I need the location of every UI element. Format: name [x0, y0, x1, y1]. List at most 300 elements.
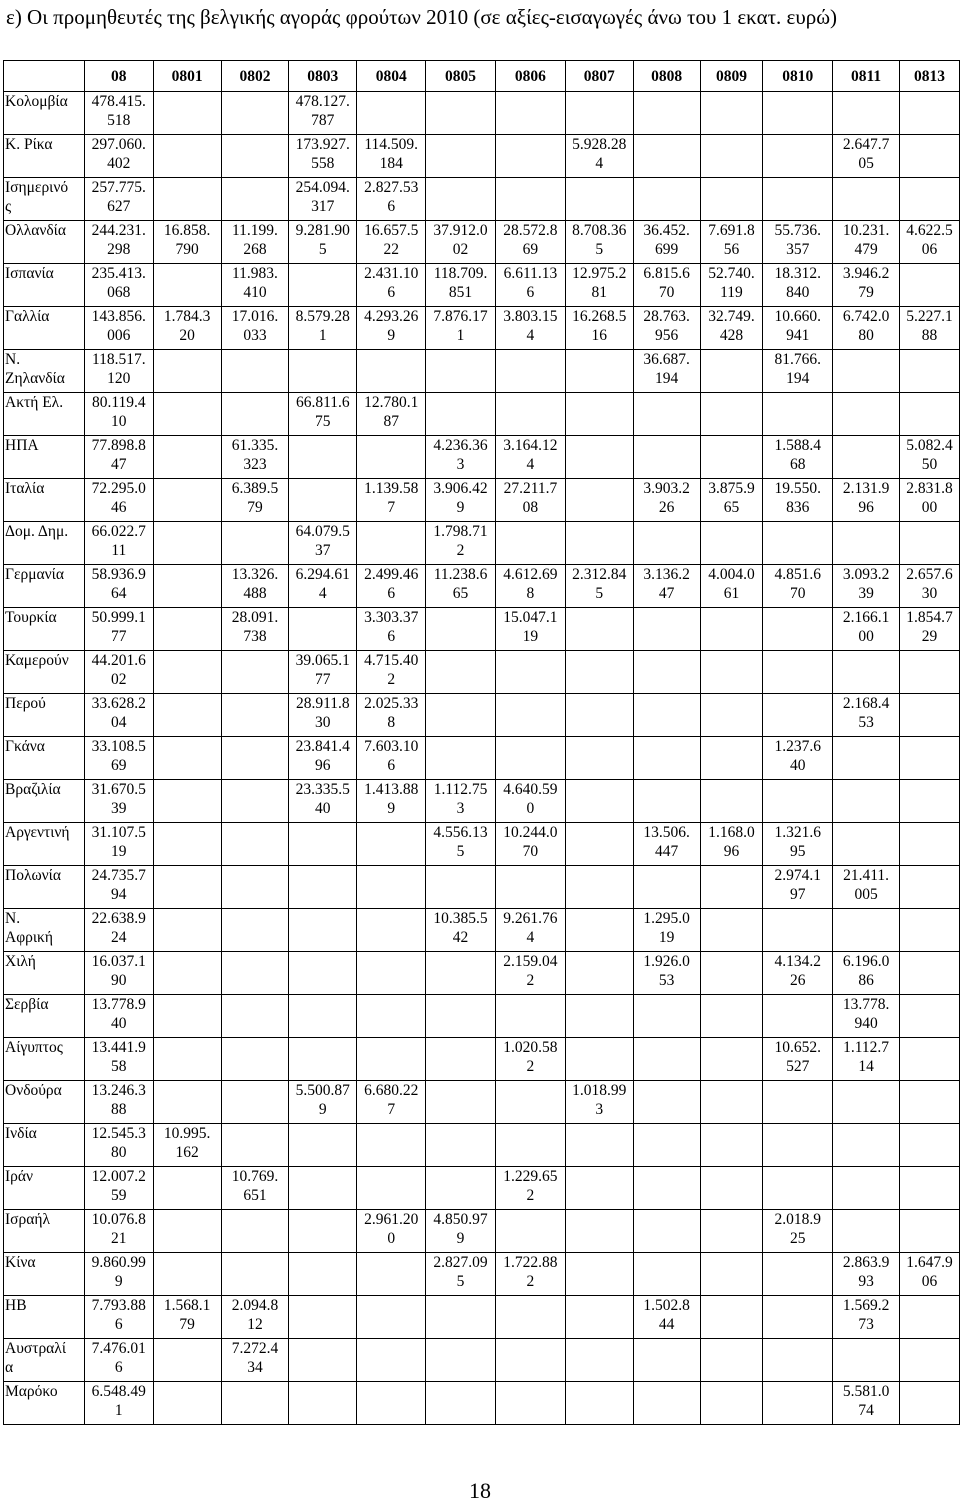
value-line: 1.722.88 — [503, 1254, 558, 1271]
value-cell — [763, 393, 833, 436]
value-cell — [763, 221, 833, 264]
value-cell — [900, 264, 960, 307]
value-line: 2.831.8 — [906, 480, 953, 497]
country-name-line: Ινδία — [5, 1125, 37, 1142]
value-cell — [900, 1382, 960, 1425]
table-row — [4, 178, 960, 221]
value-line: 6 — [387, 284, 396, 301]
value-cell — [633, 479, 700, 522]
country-cell — [4, 522, 85, 565]
value-line: 15.047.1 — [503, 609, 558, 626]
value-cell — [289, 780, 357, 823]
country-cell — [4, 952, 85, 995]
country-name-line: Αφρική — [5, 929, 53, 946]
header-code: 0813 — [900, 61, 960, 92]
value-line: 24 — [111, 929, 127, 946]
value-cell — [289, 1210, 357, 1253]
value-line: 65 — [452, 585, 469, 602]
value-cell — [495, 522, 565, 565]
value-cell — [221, 737, 289, 780]
value-cell — [495, 178, 565, 221]
value-line: 2 — [526, 1058, 535, 1075]
value-line: 8.579.28 — [295, 308, 350, 325]
value-line: 5 — [595, 585, 604, 602]
value-line: 254.094. — [295, 179, 350, 196]
value-line: 2.827.53 — [364, 179, 419, 196]
value-line: 1.569.2 — [842, 1297, 890, 1314]
value-cell — [357, 1167, 426, 1210]
table-header-row — [4, 61, 960, 92]
value-line: 162 — [175, 1144, 199, 1161]
value-line: 068 — [107, 284, 131, 301]
value-cell — [426, 1253, 496, 1296]
header-code: 0803 — [289, 61, 357, 92]
value-line: 627 — [107, 198, 131, 215]
value-cell — [633, 1210, 700, 1253]
value-cell — [700, 1339, 763, 1382]
value-cell — [833, 694, 900, 737]
value-cell — [84, 565, 153, 608]
country-name-line: Ισπανία — [5, 265, 54, 282]
value-line: 7.272.4 — [231, 1340, 279, 1357]
country-cell — [4, 565, 85, 608]
value-line: 6 — [114, 1359, 123, 1376]
value-line: 30 — [315, 714, 331, 731]
value-line: 235.413. — [91, 265, 146, 282]
country-cell — [4, 1253, 85, 1296]
value-cell — [221, 264, 289, 307]
value-cell — [84, 1339, 153, 1382]
value-cell — [426, 866, 496, 909]
value-cell — [289, 92, 357, 135]
value-cell — [84, 436, 153, 479]
value-cell — [221, 221, 289, 264]
value-line: 956 — [655, 327, 679, 344]
value-line: 11.983. — [231, 265, 278, 282]
value-line: 651 — [243, 1187, 267, 1204]
value-line: 2.827.09 — [433, 1254, 488, 1271]
value-cell — [633, 565, 700, 608]
value-cell — [495, 350, 565, 393]
value-cell — [289, 1038, 357, 1081]
value-line: 119 — [720, 284, 743, 301]
value-cell — [565, 393, 633, 436]
value-cell — [495, 135, 565, 178]
value-cell — [357, 780, 426, 823]
value-cell — [84, 1296, 153, 1339]
value-cell — [833, 436, 900, 479]
value-line: 6.680.22 — [364, 1082, 419, 1099]
value-line: 22.638.9 — [91, 910, 146, 927]
country-name-line: Ισραήλ — [5, 1211, 50, 1228]
value-line: 12.545.3 — [91, 1125, 146, 1142]
value-cell — [84, 780, 153, 823]
country-name-line: ς — [5, 198, 12, 215]
value-line: 3.875.9 — [708, 480, 755, 497]
value-line: 143.856. — [91, 308, 146, 325]
value-line: 317 — [311, 198, 335, 215]
country-cell — [4, 1382, 85, 1425]
value-line: 10.076.8 — [91, 1211, 146, 1228]
value-line: 6.389.5 — [231, 480, 279, 497]
country-cell — [4, 92, 85, 135]
value-cell — [357, 1339, 426, 1382]
value-cell — [221, 92, 289, 135]
value-cell — [565, 1210, 633, 1253]
value-cell — [763, 737, 833, 780]
value-line: 6.742.0 — [842, 308, 890, 325]
value-line: 836 — [786, 499, 810, 516]
value-cell — [565, 1038, 633, 1081]
value-line: 30 — [921, 585, 938, 602]
value-line: 1.926.0 — [643, 953, 690, 970]
value-cell — [633, 1167, 700, 1210]
value-line: 02 — [452, 241, 469, 258]
value-line: 1.229.65 — [503, 1168, 558, 1185]
value-cell — [633, 1253, 700, 1296]
value-cell — [84, 651, 153, 694]
value-cell — [84, 522, 153, 565]
value-line: 118.709. — [433, 265, 488, 282]
value-line: 7 — [387, 1101, 396, 1118]
value-cell — [289, 1382, 357, 1425]
value-cell — [633, 178, 700, 221]
value-line: 297.060. — [91, 136, 146, 153]
country-cell — [4, 823, 85, 866]
value-line: 06 — [921, 241, 938, 258]
value-cell — [763, 350, 833, 393]
value-cell — [426, 350, 496, 393]
value-line: 70 — [790, 585, 806, 602]
country-cell — [4, 221, 85, 264]
value-cell — [289, 866, 357, 909]
value-cell — [833, 221, 900, 264]
header-code: 0808 — [633, 61, 700, 92]
value-cell — [833, 737, 900, 780]
value-cell — [426, 565, 496, 608]
value-line: 6 — [387, 757, 396, 774]
value-line: 9.860.99 — [91, 1254, 146, 1271]
value-line: 3.803.15 — [503, 308, 558, 325]
country-cell — [4, 1296, 85, 1339]
value-line: 1 — [456, 327, 465, 344]
value-line: 12.780.1 — [364, 394, 419, 411]
value-cell — [900, 1296, 960, 1339]
value-line: 447 — [655, 843, 679, 860]
value-cell — [289, 522, 357, 565]
value-line: 88 — [111, 1101, 127, 1118]
value-cell — [357, 1124, 426, 1167]
value-line: 65 — [723, 499, 740, 516]
value-line: 31.670.5 — [91, 781, 146, 798]
value-cell — [833, 1167, 900, 1210]
value-cell — [833, 823, 900, 866]
value-line: 184 — [379, 155, 403, 172]
value-cell — [84, 694, 153, 737]
value-cell — [84, 307, 153, 350]
value-line: 1.413.88 — [364, 781, 419, 798]
value-cell — [289, 1253, 357, 1296]
value-line: 478.127. — [295, 93, 350, 110]
value-line: 033 — [243, 327, 267, 344]
value-line: 81.766. — [774, 351, 822, 368]
value-cell — [221, 780, 289, 823]
value-cell — [833, 1081, 900, 1124]
value-line: 75 — [315, 413, 331, 430]
value-cell — [153, 608, 221, 651]
country-cell — [4, 393, 85, 436]
value-line: 5 — [318, 241, 327, 258]
table-row — [4, 780, 960, 823]
value-cell — [84, 178, 153, 221]
value-line: 4.850.97 — [433, 1211, 488, 1228]
value-cell — [565, 436, 633, 479]
value-cell — [426, 436, 496, 479]
value-line: 1.784.3 — [163, 308, 211, 325]
value-cell — [426, 393, 496, 436]
value-cell — [763, 307, 833, 350]
value-cell — [357, 479, 426, 522]
value-line: 840 — [786, 284, 810, 301]
value-cell — [357, 1296, 426, 1339]
value-cell — [763, 178, 833, 221]
table-row — [4, 350, 960, 393]
value-cell — [153, 1210, 221, 1253]
country-name-line: Μαρόκο — [5, 1383, 58, 1400]
value-line: 64.079.5 — [295, 523, 350, 540]
value-cell — [495, 1339, 565, 1382]
value-cell — [84, 737, 153, 780]
value-cell — [565, 866, 633, 909]
table-row — [4, 436, 960, 479]
value-cell — [900, 92, 960, 135]
header-code: 0802 — [221, 61, 289, 92]
value-cell — [833, 393, 900, 436]
value-cell — [495, 1167, 565, 1210]
header-code: 0810 — [763, 61, 833, 92]
value-cell — [763, 1210, 833, 1253]
value-cell — [357, 694, 426, 737]
value-line: 6 — [387, 628, 396, 645]
value-cell — [153, 737, 221, 780]
value-cell — [153, 92, 221, 135]
country-cell — [4, 264, 85, 307]
value-line: 58 — [111, 1058, 127, 1075]
value-line: 11.238.6 — [433, 566, 488, 583]
value-line: 58.936.9 — [91, 566, 146, 583]
country-name-line: Κίνα — [5, 1254, 36, 1271]
value-line: 12 — [247, 1316, 263, 1333]
value-cell — [763, 436, 833, 479]
value-cell — [565, 1124, 633, 1167]
value-cell — [357, 1210, 426, 1253]
country-cell — [4, 1081, 85, 1124]
value-line: 1.588.4 — [774, 437, 822, 454]
value-line: 478.415. — [91, 93, 146, 110]
value-cell — [633, 608, 700, 651]
value-cell — [357, 522, 426, 565]
value-cell — [289, 952, 357, 995]
value-line: 55.736. — [774, 222, 822, 239]
value-cell — [84, 1124, 153, 1167]
value-cell — [763, 1253, 833, 1296]
table-row — [4, 694, 960, 737]
value-cell — [700, 522, 763, 565]
value-cell — [221, 1253, 289, 1296]
table-row — [4, 1296, 960, 1339]
table-row — [4, 1167, 960, 1210]
value-line: 77.898.8 — [91, 437, 146, 454]
value-cell — [289, 221, 357, 264]
value-line: 23.841.4 — [295, 738, 350, 755]
value-cell — [426, 1339, 496, 1382]
value-cell — [900, 909, 960, 952]
value-cell — [289, 995, 357, 1038]
value-cell — [289, 565, 357, 608]
value-cell — [84, 1382, 153, 1425]
value-cell — [221, 823, 289, 866]
value-cell — [495, 221, 565, 264]
value-cell — [153, 866, 221, 909]
value-line: 70 — [522, 843, 539, 860]
value-line: 5 — [456, 1273, 465, 1290]
value-cell — [426, 995, 496, 1038]
value-line: 61.335. — [231, 437, 279, 454]
value-line: 2 — [526, 1187, 535, 1204]
value-line: 3.903.2 — [643, 480, 690, 497]
value-cell — [900, 1339, 960, 1382]
value-cell — [900, 1038, 960, 1081]
value-line: 10.244.0 — [503, 824, 558, 841]
value-cell — [221, 952, 289, 995]
value-line: 6 — [526, 284, 535, 301]
value-cell — [426, 737, 496, 780]
value-cell — [900, 823, 960, 866]
value-cell — [357, 92, 426, 135]
value-cell — [833, 1296, 900, 1339]
table-row — [4, 1081, 960, 1124]
value-cell — [495, 866, 565, 909]
value-cell — [426, 1167, 496, 1210]
value-cell — [495, 307, 565, 350]
value-line: 95 — [790, 843, 806, 860]
value-cell — [357, 264, 426, 307]
value-cell — [153, 1167, 221, 1210]
value-line: 5.227.1 — [906, 308, 953, 325]
country-name-line: Καμερούν — [5, 652, 69, 669]
value-cell — [700, 866, 763, 909]
value-line: 9.261.76 — [503, 910, 558, 927]
value-cell — [900, 522, 960, 565]
value-cell — [426, 1124, 496, 1167]
value-cell — [833, 479, 900, 522]
value-line: 4.556.13 — [433, 824, 488, 841]
value-cell — [153, 780, 221, 823]
country-name-line: Δομ. Δημ. — [5, 523, 69, 540]
value-line: 33.628.2 — [91, 695, 146, 712]
value-line: 28.572.8 — [503, 222, 558, 239]
value-line: 21 — [111, 1230, 127, 1247]
value-line: 479 — [854, 241, 878, 258]
value-line: 10.385.5 — [433, 910, 488, 927]
value-line: 7.603.10 — [364, 738, 419, 755]
country-cell — [4, 178, 85, 221]
value-cell — [633, 393, 700, 436]
country-name-line: Ν. — [5, 910, 21, 927]
value-cell — [900, 350, 960, 393]
value-line: 7.476.01 — [91, 1340, 146, 1357]
value-cell — [565, 1296, 633, 1339]
value-cell — [565, 780, 633, 823]
value-cell — [153, 694, 221, 737]
value-line: 93 — [858, 1273, 874, 1290]
value-cell — [221, 995, 289, 1038]
value-cell — [495, 92, 565, 135]
value-cell — [84, 995, 153, 1038]
value-cell — [565, 737, 633, 780]
value-cell — [700, 608, 763, 651]
value-cell — [763, 909, 833, 952]
value-cell — [495, 264, 565, 307]
value-line: 32.749. — [708, 308, 755, 325]
value-cell — [763, 995, 833, 1038]
value-cell — [833, 565, 900, 608]
value-cell — [221, 694, 289, 737]
table-body — [4, 92, 960, 1425]
value-cell — [221, 307, 289, 350]
value-cell — [357, 1038, 426, 1081]
value-line: 8 — [526, 585, 535, 602]
value-cell — [900, 307, 960, 350]
value-line: 16.037.1 — [91, 953, 146, 970]
value-line: 488 — [243, 585, 267, 602]
value-line: 2.168.4 — [842, 695, 890, 712]
value-cell — [833, 1339, 900, 1382]
value-cell — [289, 436, 357, 479]
value-cell — [565, 1339, 633, 1382]
value-line: 13.778. — [842, 996, 890, 1013]
value-cell — [763, 694, 833, 737]
value-line: 2.974.1 — [774, 867, 822, 884]
value-line: 87 — [383, 413, 399, 430]
value-cell — [565, 221, 633, 264]
value-cell — [900, 866, 960, 909]
country-cell — [4, 995, 85, 1038]
value-cell — [357, 608, 426, 651]
value-cell — [633, 1124, 700, 1167]
value-line: 268 — [243, 241, 267, 258]
value-line: 16.858. — [163, 222, 211, 239]
value-line: 3.164.12 — [503, 437, 558, 454]
table-row — [4, 1038, 960, 1081]
value-cell — [221, 479, 289, 522]
value-line: 2.863.9 — [842, 1254, 890, 1271]
value-line: 4.134.2 — [774, 953, 822, 970]
value-line: 9 — [456, 499, 465, 516]
value-cell — [495, 436, 565, 479]
value-cell — [153, 393, 221, 436]
value-cell — [221, 393, 289, 436]
value-line: 39.065.1 — [295, 652, 350, 669]
value-line: 7 — [387, 499, 396, 516]
country-name-line: Γαλλία — [5, 308, 50, 325]
value-cell — [763, 135, 833, 178]
value-cell — [84, 221, 153, 264]
value-cell — [84, 479, 153, 522]
value-line: 53 — [858, 714, 874, 731]
value-cell — [495, 651, 565, 694]
value-line: 2.961.20 — [364, 1211, 419, 1228]
